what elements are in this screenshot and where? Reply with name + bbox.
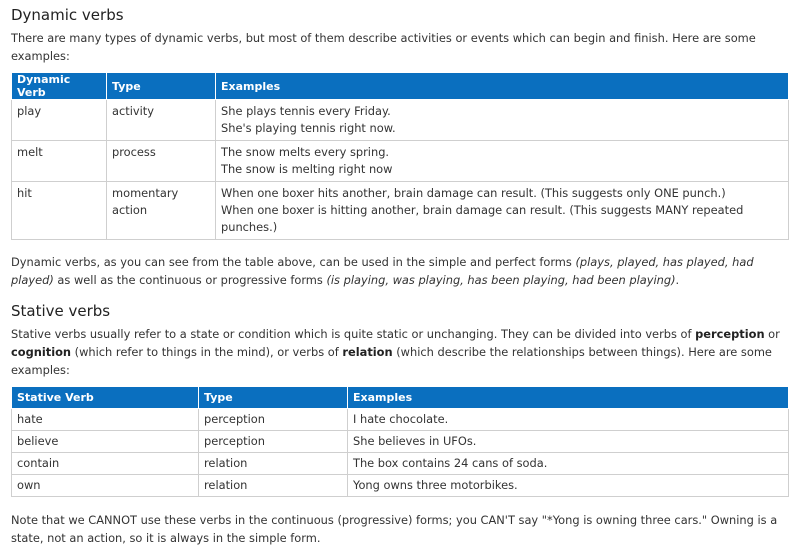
examples-cell <box>216 100 789 141</box>
example-sentence: When one boxer hits another, brain damage can result. (This suggests only ONE punch.) <box>221 186 726 200</box>
table-row <box>12 453 789 475</box>
stative-verbs-note: Note that we CANNOT use these verbs in the continuous (progressive) forms; you CAN'T say "*Yong is owning three cars." Owning is a state, not an action, so it is always in the simple form. <box>11 513 778 545</box>
column-header-type: Type <box>107 73 216 100</box>
example-sentence: She plays tennis every Friday. <box>221 104 391 118</box>
type-cell: relation <box>199 475 348 497</box>
table-row <box>12 141 789 182</box>
dynamic-verbs-table <box>11 72 789 240</box>
verb-cell: hit <box>12 182 107 240</box>
intro-text: Stative verbs usually refer to a state or condition which is quite static or unchanging. They can be divided into verbs of <box>11 327 696 341</box>
examples-cell: I hate chocolate. <box>348 409 789 431</box>
type-cell: perception <box>199 409 348 431</box>
dynamic-verbs-heading: Dynamic verbs <box>11 6 124 24</box>
note-text: as well as the continuous or progressive forms <box>53 273 327 287</box>
type-cell: relation <box>199 453 348 475</box>
type-cell: perception <box>199 431 348 453</box>
column-header-examples: Examples <box>216 73 789 100</box>
dynamic-verbs-intro: There are many types of dynamic verbs, but most of them describe activities or events which can begin and finish. Here are some examples: <box>11 31 756 63</box>
example-sentence: The snow is melting right now <box>221 162 393 176</box>
column-header-type: Type <box>199 387 348 409</box>
note-text: Dynamic verbs, as you can see from the table above, can be used in the simple and perfect forms <box>11 255 576 269</box>
table-header-row <box>12 73 789 100</box>
continuous-forms: (is playing, was playing, has been playing, had been playing) <box>326 273 676 287</box>
type-cell: process <box>107 141 216 182</box>
type-cell: activity <box>107 100 216 141</box>
term-perception: perception <box>695 327 765 341</box>
intro-text: (which describe the relationships between things). Here are some examples: <box>11 345 772 377</box>
verb-cell: contain <box>12 453 199 475</box>
column-header-examples: Examples <box>348 387 789 409</box>
verb-cell: own <box>12 475 199 497</box>
type-cell: momentary action <box>107 182 216 240</box>
note-text: . <box>675 273 680 287</box>
examples-cell <box>216 182 789 240</box>
examples-cell: Yong owns three motorbikes. <box>348 475 789 497</box>
verb-cell: believe <box>12 431 199 453</box>
table-row <box>12 409 789 431</box>
stative-verbs-table <box>11 386 789 497</box>
example-sentence: She's playing tennis right now. <box>221 121 396 135</box>
stative-verbs-intro <box>11 325 789 379</box>
term-relation: relation <box>342 345 393 359</box>
examples-cell: She believes in UFOs. <box>348 431 789 453</box>
table-header-row <box>12 387 789 409</box>
table-row <box>12 100 789 141</box>
dynamic-verbs-note <box>11 253 789 289</box>
table-row <box>12 475 789 497</box>
verb-cell: melt <box>12 141 107 182</box>
simple-perfect-forms: (plays, played, has played, had played) <box>11 255 754 287</box>
stative-verbs-heading: Stative verbs <box>11 302 111 320</box>
column-header-verb: Dynamic Verb <box>12 73 107 100</box>
examples-cell <box>216 141 789 182</box>
verb-cell: play <box>12 100 107 141</box>
column-header-verb: Stative Verb <box>12 387 199 409</box>
intro-text: (which refer to things in the mind), or verbs of <box>71 345 343 359</box>
table-row <box>12 182 789 240</box>
example-sentence: The snow melts every spring. <box>221 145 390 159</box>
term-cognition: cognition <box>11 345 72 359</box>
verb-cell: hate <box>12 409 199 431</box>
example-sentence: When one boxer is hitting another, brain damage can result. (This suggests MANY repeated punches.) <box>221 203 744 234</box>
table-row <box>12 431 789 453</box>
intro-text: or <box>764 327 780 341</box>
examples-cell: The box contains 24 cans of soda. <box>348 453 789 475</box>
